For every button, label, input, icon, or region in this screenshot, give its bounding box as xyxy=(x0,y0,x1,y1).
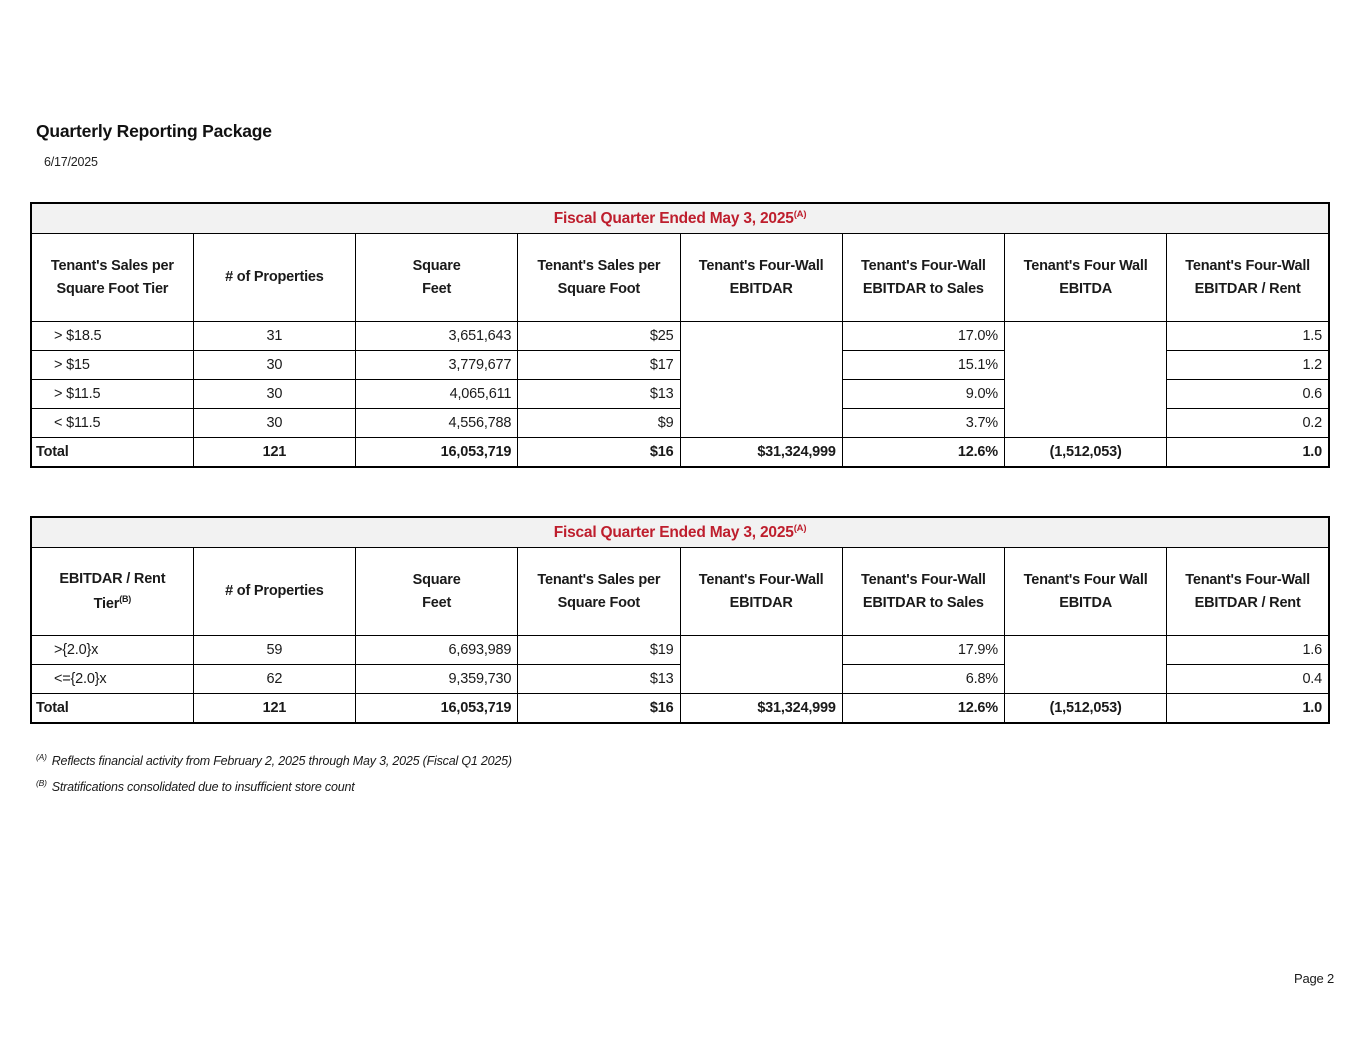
cell-ebitdar-rent: 1.6 xyxy=(1167,635,1329,664)
cell-total-properties: 121 xyxy=(193,693,355,723)
footnote-b-marker: (B) xyxy=(36,778,47,788)
footnote-b-text: Stratifications consolidated due to insufficient store count xyxy=(51,780,355,795)
cell-tier: <={2.0}x xyxy=(31,664,193,693)
footnote-ref-a: (A) xyxy=(793,208,807,220)
cell-total-ebitdar: $31,324,999 xyxy=(680,437,842,467)
cell-sales-psf: $25 xyxy=(518,321,680,350)
cell-ebitdar-to-sales: 17.0% xyxy=(842,321,1004,350)
cell-sales-psf: $13 xyxy=(518,379,680,408)
cell-ebitda-blank xyxy=(1005,635,1167,693)
cell-square-feet: 9,359,730 xyxy=(356,664,518,693)
table-title-cell xyxy=(31,203,1329,233)
cell-total-ebitdar-to-sales: 12.6% xyxy=(842,437,1004,467)
fiscal-quarter-title: Fiscal Quarter Ended May 3, $2025^{(A)}$ xyxy=(553,522,807,541)
cell-sales-psf: $9 xyxy=(518,408,680,437)
col-header-ebitda: Tenant's Four Wall EBITDA xyxy=(1005,233,1167,321)
cell-total-label: Total xyxy=(31,437,193,467)
table-header-row xyxy=(31,233,1329,321)
cell-ebitdar-rent: 0.4 xyxy=(1167,664,1329,693)
col-header-properties: # of Properties xyxy=(193,233,355,321)
col-header-tier: EBITDAR / Rent Tier$^{(B)}$ xyxy=(31,547,193,635)
cell-tier: < $11.5 xyxy=(31,408,193,437)
footnote-a-marker: (A) xyxy=(36,752,47,762)
cell-ebitdar-to-sales: 17.9% xyxy=(842,635,1004,664)
cell-tier: > $18.5 xyxy=(31,321,193,350)
fiscal-quarter-title: Fiscal Quarter Ended May 3, $2025^{(A)}$ xyxy=(553,208,807,227)
cell-sales-psf: $19 xyxy=(518,635,680,664)
cell-ebitdar-to-sales: 9.0% xyxy=(842,379,1004,408)
cell-tier: > $15 xyxy=(31,350,193,379)
footnote-a xyxy=(36,752,512,768)
cell-square-feet: 3,651,643 xyxy=(356,321,518,350)
col-header-sales-psf: Tenant's Sales per Square Foot xyxy=(518,233,680,321)
footnote-ref-b: (B) xyxy=(119,593,132,604)
col-header-sales-psf: Tenant's Sales per Square Foot xyxy=(518,547,680,635)
cell-sales-psf: $13 xyxy=(518,664,680,693)
col-header-ebitda: Tenant's Four Wall EBITDA xyxy=(1005,547,1167,635)
cell-total-sales-psf: $16 xyxy=(518,693,680,723)
cell-total-ebitdar-rent: 1.0 xyxy=(1167,693,1329,723)
cell-total-label: Total xyxy=(31,693,193,723)
cell-ebitdar-rent: 1.2 xyxy=(1167,350,1329,379)
col-header-ebitdar-to-sales: Tenant's Four-Wall EBITDAR to Sales xyxy=(842,233,1004,321)
table-total-row xyxy=(31,437,1329,467)
table-title-cell xyxy=(31,517,1329,547)
cell-sales-psf: $17 xyxy=(518,350,680,379)
cell-ebitdar-to-sales: 3.7% xyxy=(842,408,1004,437)
col-header-square-feet: Square Feet xyxy=(356,233,518,321)
cell-square-feet: 6,693,989 xyxy=(356,635,518,664)
cell-total-ebitdar: $31,324,999 xyxy=(680,693,842,723)
cell-total-ebitda: (1,512,053) xyxy=(1005,437,1167,467)
cell-properties: 31 xyxy=(193,321,355,350)
cell-ebitdar-blank xyxy=(680,321,842,437)
cell-ebitdar-blank xyxy=(680,635,842,693)
cell-properties: 30 xyxy=(193,379,355,408)
sales-per-sqft-tier-table xyxy=(30,202,1330,468)
cell-total-sales-psf: $16 xyxy=(518,437,680,467)
page-number: Page 2 xyxy=(1293,971,1334,986)
cell-ebitdar-rent: 0.6 xyxy=(1167,379,1329,408)
col-header-tier: Tenant's Sales per Square Foot Tier xyxy=(31,233,193,321)
cell-total-ebitdar-rent: 1.0 xyxy=(1167,437,1329,467)
footnote-ref-a: (A) xyxy=(793,522,807,534)
col-header-ebitdar-to-sales: Tenant's Four-Wall EBITDAR to Sales xyxy=(842,547,1004,635)
cell-tier: > $11.5 xyxy=(31,379,193,408)
cell-properties: 59 xyxy=(193,635,355,664)
ebitdar-rent-tier-table xyxy=(30,516,1330,724)
cell-properties: 62 xyxy=(193,664,355,693)
cell-ebitdar-rent: 0.2 xyxy=(1167,408,1329,437)
col-header-ebitdar: Tenant's Four-Wall EBITDAR xyxy=(680,233,842,321)
col-header-properties: # of Properties xyxy=(193,547,355,635)
col-header-ebitdar-rent: Tenant's Four-Wall EBITDAR / Rent xyxy=(1167,233,1329,321)
cell-total-square-feet: 16,053,719 xyxy=(356,437,518,467)
cell-total-square-feet: 16,053,719 xyxy=(356,693,518,723)
cell-properties: 30 xyxy=(193,350,355,379)
footnote-b xyxy=(36,778,355,794)
cell-square-feet: 4,065,611 xyxy=(356,379,518,408)
table-row xyxy=(31,321,1329,350)
cell-properties: 30 xyxy=(193,408,355,437)
cell-ebitda-blank xyxy=(1005,321,1167,437)
table-total-row xyxy=(31,693,1329,723)
cell-ebitdar-to-sales: 15.1% xyxy=(842,350,1004,379)
table-title-row xyxy=(31,517,1329,547)
cell-total-ebitda: (1,512,053) xyxy=(1005,693,1167,723)
cell-total-ebitdar-to-sales: 12.6% xyxy=(842,693,1004,723)
cell-square-feet: 3,779,677 xyxy=(356,350,518,379)
cell-ebitdar-to-sales: 6.8% xyxy=(842,664,1004,693)
cell-tier: >{2.0}x xyxy=(31,635,193,664)
table-row xyxy=(31,635,1329,664)
cell-square-feet: 4,556,788 xyxy=(356,408,518,437)
col-header-ebitdar: Tenant's Four-Wall EBITDAR xyxy=(680,547,842,635)
table-header-row xyxy=(31,547,1329,635)
col-header-square-feet: Square Feet xyxy=(356,547,518,635)
col-header-ebitdar-rent: Tenant's Four-Wall EBITDAR / Rent xyxy=(1167,547,1329,635)
table-title-row xyxy=(31,203,1329,233)
cell-total-properties: 121 xyxy=(193,437,355,467)
page-title: Quarterly Reporting Package xyxy=(36,121,272,141)
report-date: 6/17/2025 xyxy=(44,155,98,169)
footnote-a-text: Reflects financial activity from February 2, 2025 through May 3, 2025 (Fiscal Q1 2025) xyxy=(51,754,512,769)
cell-ebitdar-rent: 1.5 xyxy=(1167,321,1329,350)
